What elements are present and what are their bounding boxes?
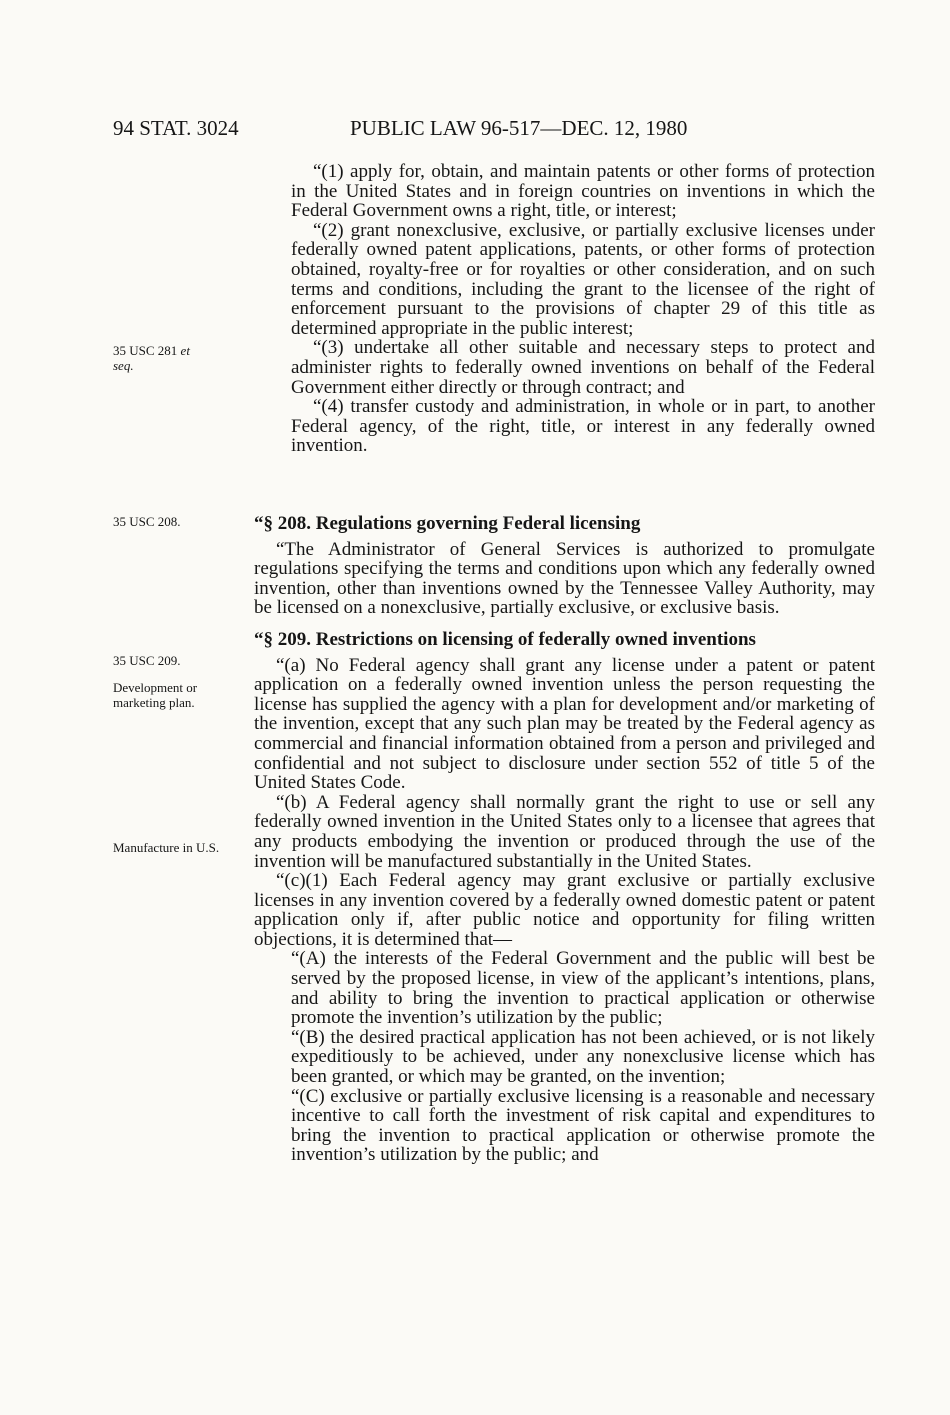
paragraph-2: “(2) grant nonexclusive, exclusive, or partially exclusive licenses under federally owned patent applications, patents, or other forms of protection obtained, royalty-free or for royalties or other consideration, and on such terms and conditions, including the grant to the licensee of the right of enforcement pursuant to the provisions of chapter 29 of this title as determined appropriate in the public interest; bbox=[291, 219, 875, 339]
margin-note-281-line2: seq. bbox=[113, 358, 134, 373]
section-209-cB: “(B) the desired practical application has not been achieved, or is not likely expeditiously to be achieved, under any nonexclusive license which has been granted, or which may be granted, on the invention; bbox=[291, 1026, 875, 1088]
paragraph-4: “(4) transfer custody and administration, in whole or in part, to another Federal agency, of the right, title, or interest in any federally owned invention. bbox=[291, 396, 875, 457]
section-209-b: “(b) A Federal agency shall normally grant the right to use or sell any federally owned invention in the United States only to a licensee that agrees that any products embodying the invention or produced through the use of the invention will be manufactured substantially in the United States. bbox=[254, 791, 875, 872]
margin-note-281-italic: et bbox=[180, 343, 190, 358]
margin-note-manufacture-us: Manufacture in U.S. bbox=[113, 840, 220, 855]
margin-note-development-plan: Development or marketing plan. bbox=[113, 680, 198, 710]
section-209-heading: “§ 209. Restrictions on licensing of federally owned inventions bbox=[254, 628, 756, 650]
section-208-heading: “§ 208. Regulations governing Federal licensing bbox=[254, 513, 641, 534]
paragraph-3: “(3) undertake all other suitable and necessary steps to protect and administer rights to federally owned inventions on behalf of the Federal Government either directly or through contract; and bbox=[291, 337, 875, 398]
subsection-list bbox=[291, 162, 875, 456]
margin-note-281 bbox=[113, 343, 233, 373]
margin-note-281-main: 35 USC 281 bbox=[113, 343, 181, 358]
margin-note-209: 35 USC 209. bbox=[113, 653, 181, 668]
section-208-text: “The Administrator of General Services is authorized to promulgate regulations specifying the terms and conditions upon which any federally owned invention, other than inventions owned by the Tennessee Valley Authority, may be licensed on a nonexclusive, partially exclusive, or exclusive basis. bbox=[254, 538, 875, 619]
page-number-header: 94 STAT. 3024 bbox=[113, 116, 239, 140]
margin-note-208: 35 USC 208. bbox=[113, 514, 181, 529]
sections-208-209 bbox=[254, 512, 875, 1165]
section-209-a: “(a) No Federal agency shall grant any license under a patent or patent application on a federally owned invention unless the person requesting the license has supplied the agency with a plan for development and/or marketing of the invention, except that any such plan may be treated by the Federal agency as commercial and financial information obtained from a person and privileged and confidential and not subject to disclosure under section 552 of title 5 of the United States Code. bbox=[254, 654, 875, 794]
running-title-header: PUBLIC LAW 96-517—DEC. 12, 1980 bbox=[350, 116, 688, 140]
section-209-c1: “(c)(1) Each Federal agency may grant exclusive or partially exclusive licenses in any invention covered by a federally owned domestic patent or patent application only if, after public notice and opportunity for filing written objections, it is determined that— bbox=[254, 870, 875, 950]
section-209-cC: “(C) exclusive or partially exclusive licensing is a reasonable and necessary incentive to call forth the investment of risk capital and expenditures to bring the invention to practical application or otherwise promote the invention’s utilization by the public; and bbox=[291, 1085, 875, 1166]
paragraph-1: “(1) apply for, obtain, and maintain patents or other forms of protection in the United States and in foreign countries on inventions in which the Federal Government owns a right, title, or interest; bbox=[291, 161, 875, 222]
section-209-cA: “(A) the interests of the Federal Government and the public will best be served by the proposed license, in view of the applicant’s intentions, plans, and ability to bring the invention to practical application or otherwise promote the invention’s utilization by the public; bbox=[291, 948, 875, 1029]
